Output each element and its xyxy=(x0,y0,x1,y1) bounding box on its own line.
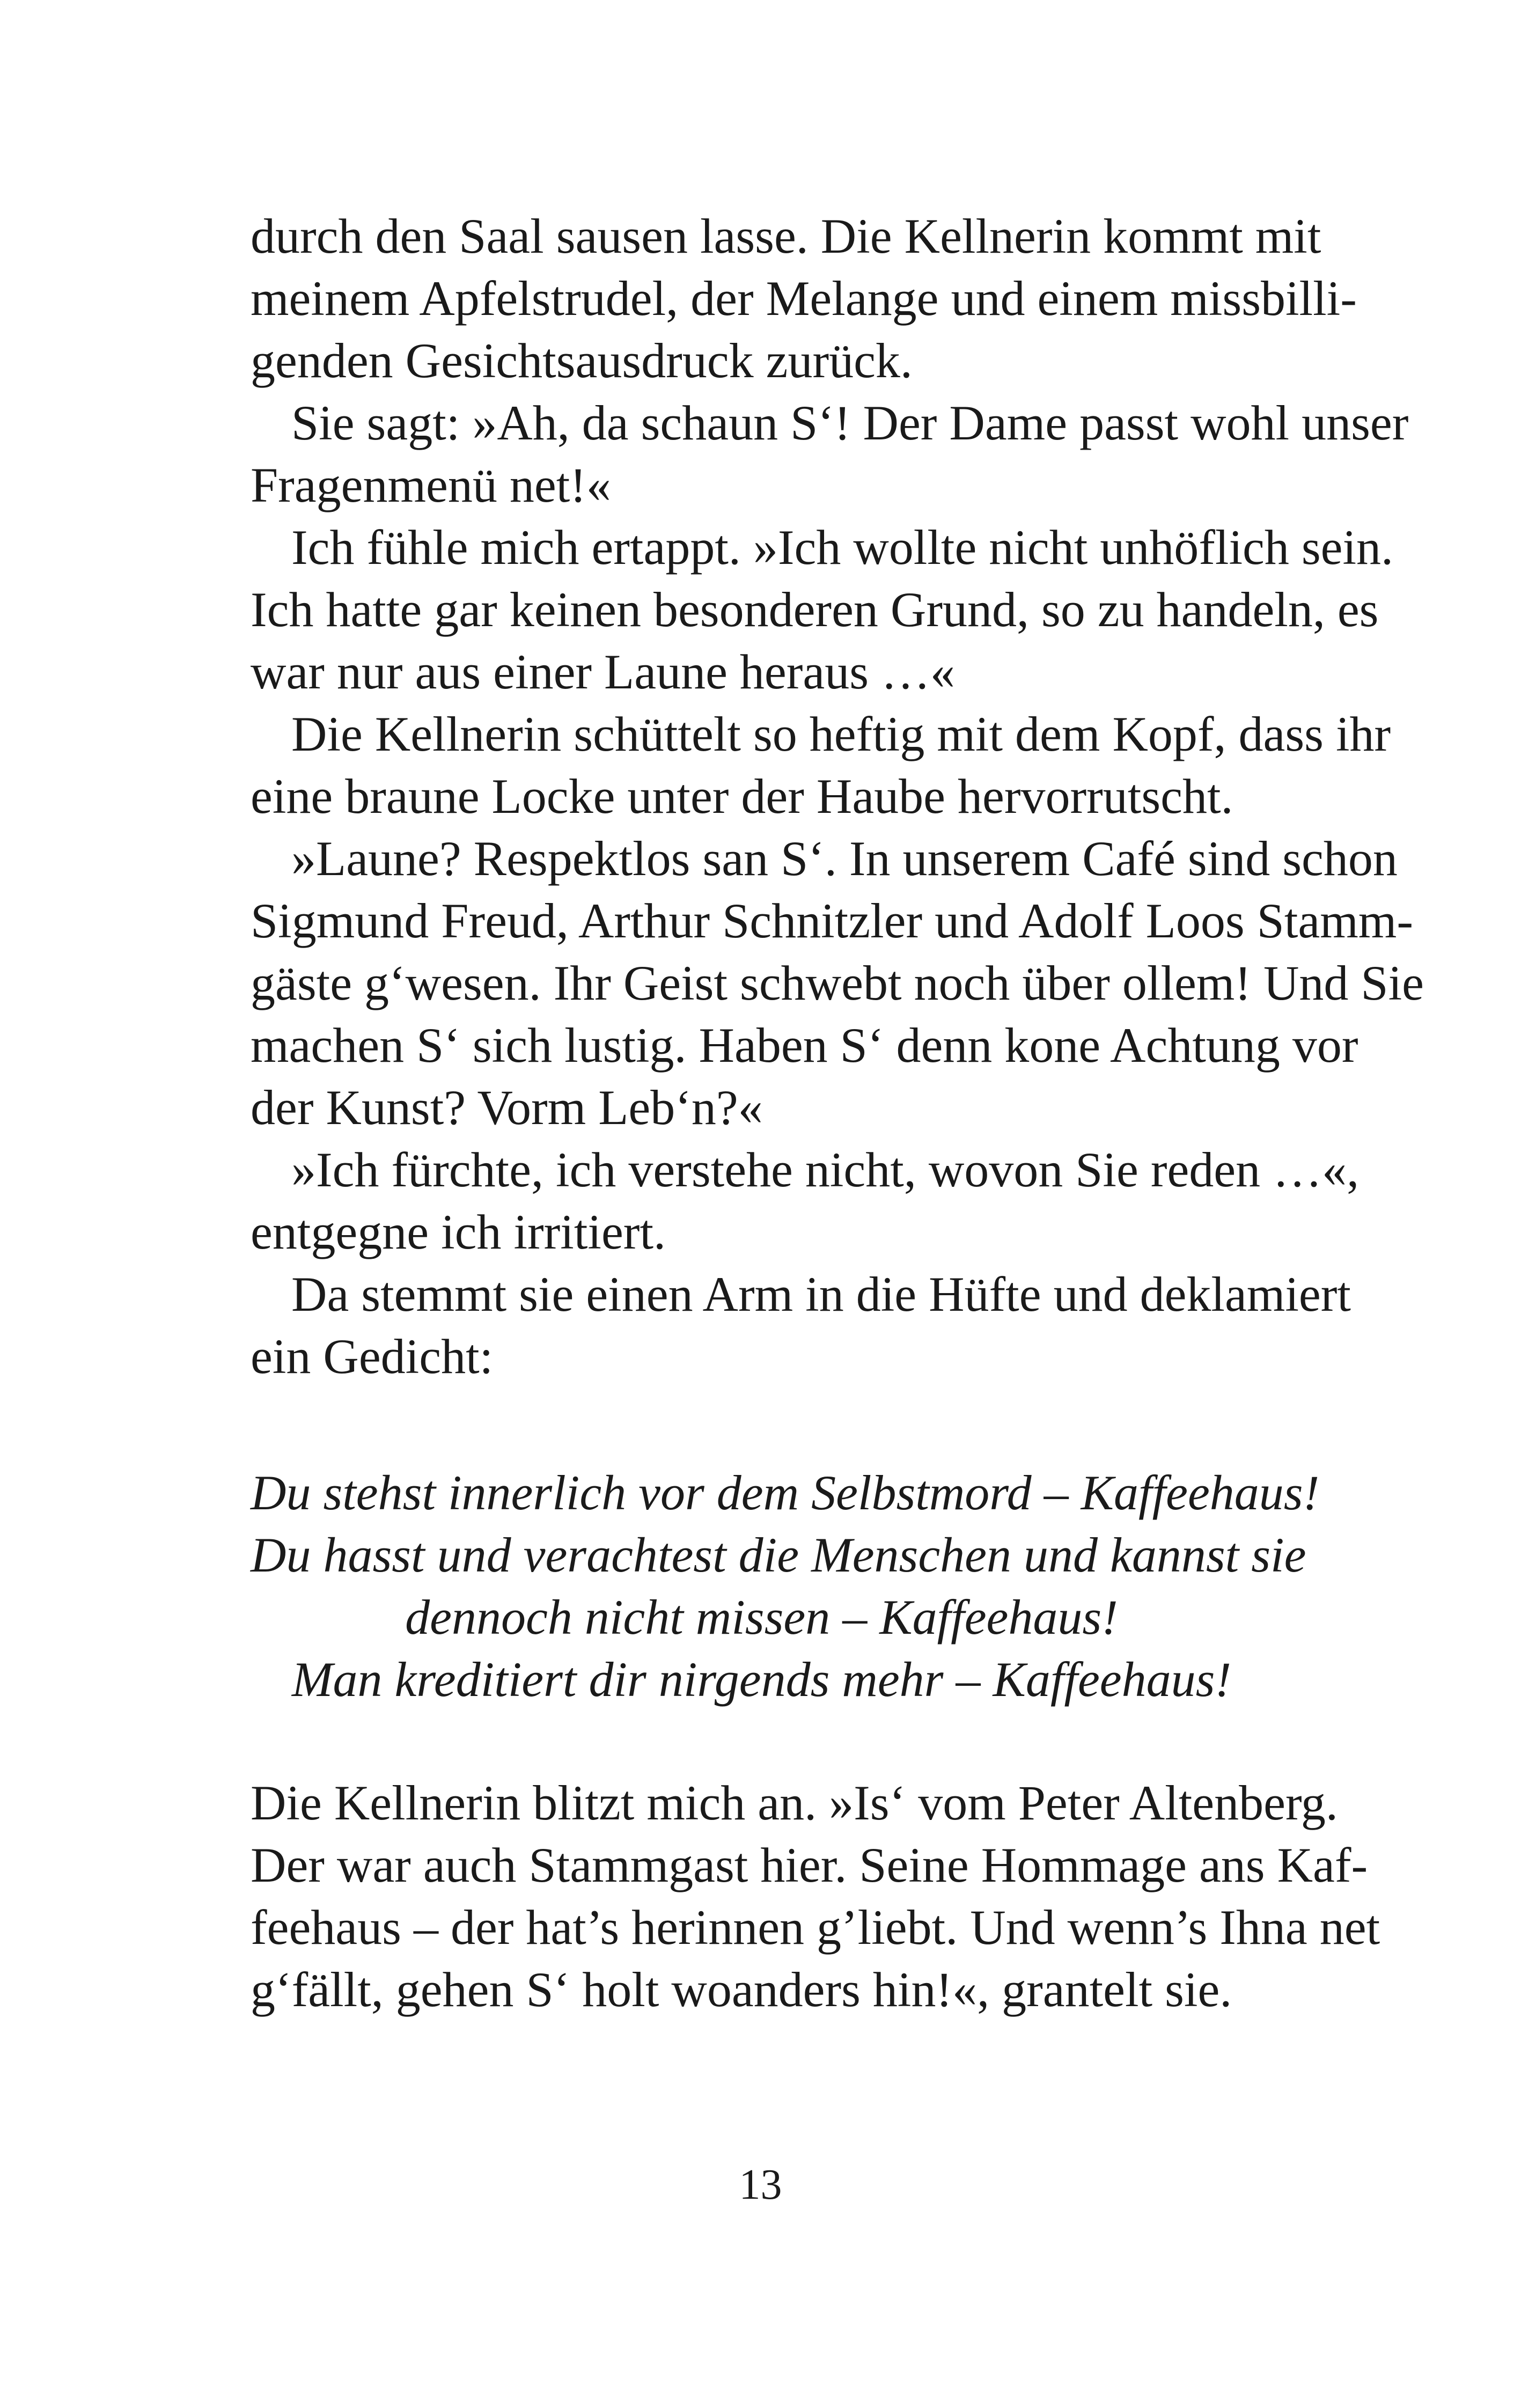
paragraph-first-line: Da stemmt sie einen Arm in die Hüfte und deklamiert xyxy=(291,1267,1351,1322)
poem xyxy=(251,1462,1320,1710)
poem-spacing-bottom xyxy=(251,1710,1273,1772)
text-line: eine braune Locke unter der Haube hervorrutscht. xyxy=(251,769,1233,824)
prose-after-poem xyxy=(251,1772,1380,2021)
text-line: der Kunst? Vorm Leb‘n?« xyxy=(251,1080,763,1135)
text-line: entgegne ich irritiert. xyxy=(251,1205,666,1259)
paragraph-first-line: Die Kellnerin schüttelt so heftig mit dem Kopf, dass ihr xyxy=(291,707,1391,761)
text-line: Der war auch Stammgast hier. Seine Hommage ans Kaf- xyxy=(251,1838,1368,1892)
text-line: durch den Saal sausen lasse. Die Kellnerin kommt mit xyxy=(251,209,1321,263)
paragraph-first-line: Sie sagt: »Ah, da schaun S‘! Der Dame passt wohl unser xyxy=(291,395,1409,450)
poem-line: Du hasst und verachtest die Menschen und kannst sie xyxy=(251,1528,1306,1582)
paragraph-first-line: »Laune? Respektlos san S‘. In unserem Café sind schon xyxy=(291,831,1398,886)
text-line: Ich hatte gar keinen besonderen Grund, so zu handeln, es xyxy=(251,582,1379,637)
text-line: Fragenmenü net!« xyxy=(251,458,611,512)
paragraph-first-line: »Ich fürchte, ich verstehe nicht, wovon Sie reden …«, xyxy=(291,1142,1360,1197)
text-line: Sigmund Freud, Arthur Schnitzler und Adolf Loos Stamm- xyxy=(251,893,1413,948)
text-line: feehaus – der hat’s herinnen g’liebt. Und wenn’s Ihna net xyxy=(251,1900,1380,1955)
text-line: genden Gesichtsausdruck zurück. xyxy=(251,333,913,388)
text-line: machen S‘ sich lustig. Haben S‘ denn kone Achtung vor xyxy=(251,1018,1358,1073)
text-line: gäste g‘wesen. Ihr Geist schwebt noch über ollem! Und Sie xyxy=(251,956,1424,1010)
text-line: war nur aus einer Laune heraus …« xyxy=(251,644,956,699)
text-line: g‘fällt, gehen S‘ holt woanders hin!«, grantelt sie. xyxy=(251,1962,1232,2017)
poem-line: dennoch nicht missen – Kaffeehaus! xyxy=(405,1590,1118,1645)
body-text xyxy=(251,205,1424,2021)
paragraph-first-line: Ich fühle mich ertappt. »Ich wollte nicht unhöflich sein. xyxy=(291,520,1394,575)
text-line: ein Gedicht: xyxy=(251,1329,494,1384)
poem-spacing-top xyxy=(251,1387,1273,1462)
text-line: meinem Apfelstrudel, der Melange und einem missbilli- xyxy=(251,271,1357,326)
page-number: 13 xyxy=(739,2161,782,2208)
poem-line: Du stehst innerlich vor dem Selbstmord – Kaffeehaus! xyxy=(251,1465,1320,1520)
text-line: Die Kellnerin blitzt mich an. »Is‘ vom Peter Altenberg. xyxy=(251,1775,1338,1830)
prose-before-poem xyxy=(251,205,1424,1387)
poem-line: Man kreditiert dir nirgends mehr – Kaffeehaus! xyxy=(291,1652,1232,1707)
